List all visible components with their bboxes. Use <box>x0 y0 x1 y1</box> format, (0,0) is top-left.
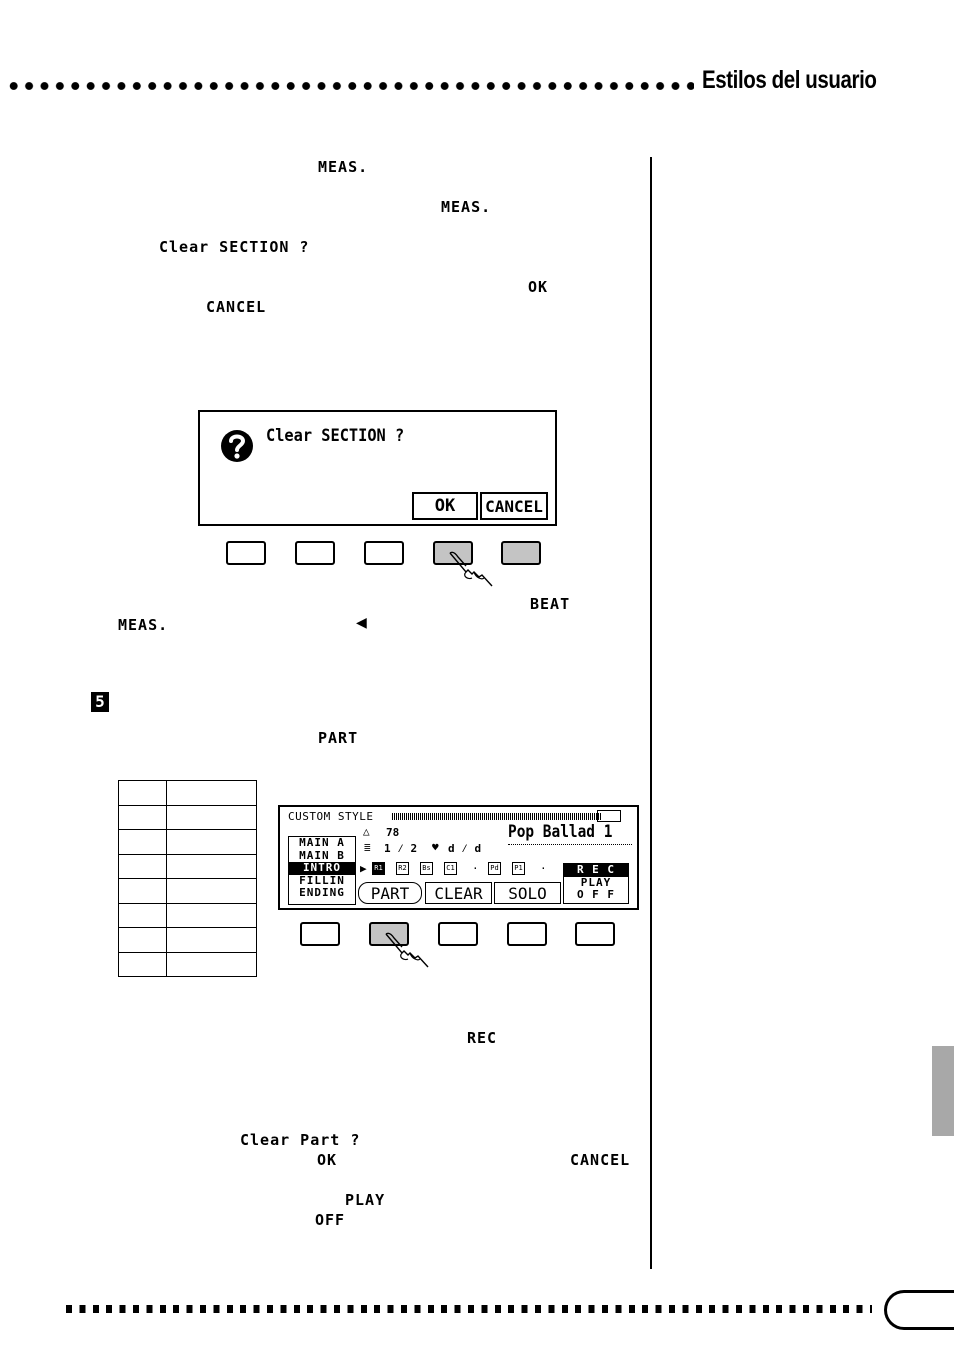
step-number-badge: 5 <box>91 692 109 712</box>
chapter-side-tab <box>932 1046 954 1136</box>
table-row <box>119 928 257 953</box>
keyword-off: OFF <box>315 1211 346 1229</box>
dialog-ok-button[interactable]: OK <box>412 492 478 520</box>
keyword-meas-3: MEAS. <box>118 616 169 634</box>
keyword-ok-1: OK <box>528 278 549 296</box>
table-row <box>119 854 257 879</box>
lcd-off-label: O F F <box>576 888 616 901</box>
table-row <box>119 781 257 806</box>
lcd-button-1[interactable] <box>300 922 340 946</box>
part-bs: Bs <box>420 862 433 875</box>
style-name-underline <box>508 844 632 845</box>
pressing-hand-icon-2 <box>382 931 432 971</box>
metronome-icon: △ <box>363 825 370 838</box>
lcd-tab-solo[interactable]: SOLO <box>494 882 561 904</box>
lcd-play-label: PLAY <box>580 875 612 889</box>
display-button-1[interactable] <box>226 541 266 565</box>
keyword-part: PART <box>318 729 359 747</box>
header-dot-rule <box>6 81 694 91</box>
lcd-rec-label: R E C <box>564 864 628 877</box>
dialog-message: Clear SECTION ? <box>266 426 405 446</box>
page-number-tab <box>884 1290 954 1330</box>
section-main-a: MAIN A <box>299 836 345 849</box>
lcd-measure: 1 ⁄ 2 <box>384 842 418 855</box>
lcd-header-shading <box>392 813 602 820</box>
keyword-clear-section: Clear SECTION ? <box>159 238 310 256</box>
table-row <box>119 879 257 904</box>
part-pd: Pd <box>488 862 501 875</box>
part-table <box>118 780 257 977</box>
keyword-cancel-1: CANCEL <box>206 298 267 316</box>
lcd-section-list <box>288 836 356 905</box>
part-r2: R2 <box>396 862 409 875</box>
part-separator-2: · <box>540 862 547 875</box>
part-c1: C1 <box>444 862 457 875</box>
section-intro-active: INTRO <box>289 862 355 875</box>
left-arrow-icon: ◀ <box>356 615 367 631</box>
keyword-ok-2: OK <box>317 1151 338 1169</box>
heart-icon: ♥ <box>432 841 439 854</box>
lcd-header: CUSTOM STYLE <box>288 810 374 823</box>
column-divider <box>650 157 652 1269</box>
lcd-rec-play-off[interactable] <box>563 863 629 904</box>
table-row <box>119 903 257 928</box>
part-separator: · <box>472 862 479 875</box>
lcd-beat: d ⁄ d <box>448 842 482 855</box>
display-button-3[interactable] <box>364 541 404 565</box>
keyword-meas-1: MEAS. <box>318 158 369 176</box>
part-pointer-icon: ▶ <box>360 862 367 875</box>
section-ending: ENDING <box>299 886 345 899</box>
lcd-tab-part[interactable]: PART <box>358 882 422 904</box>
section-main-b: MAIN B <box>299 848 345 862</box>
lcd-tab-clear[interactable]: CLEAR <box>425 882 492 904</box>
lcd-style-name: Pop Ballad 1 <box>508 822 613 842</box>
keyword-rec: REC <box>467 1029 498 1047</box>
footer-dash-rule <box>66 1305 872 1313</box>
question-icon <box>220 428 254 464</box>
clear-section-dialog <box>198 410 557 526</box>
table-row <box>119 830 257 855</box>
lcd-button-4[interactable] <box>507 922 547 946</box>
keyword-meas-2: MEAS. <box>441 198 492 216</box>
section-fillin: FILLIN <box>299 873 345 887</box>
part-p1: P1 <box>512 862 525 875</box>
keyword-cancel-2: CANCEL <box>570 1151 631 1169</box>
display-button-2[interactable] <box>295 541 335 565</box>
battery-icon <box>597 810 621 822</box>
table-row <box>119 952 257 977</box>
custom-style-lcd <box>278 805 639 910</box>
display-button-5[interactable] <box>501 541 541 565</box>
keyword-beat: BEAT <box>530 595 571 613</box>
keyword-play: PLAY <box>345 1191 386 1209</box>
pressing-hand-icon <box>446 550 496 590</box>
table-row <box>119 805 257 830</box>
lcd-button-3[interactable] <box>438 922 478 946</box>
part-r1: R1 <box>372 862 385 875</box>
measure-icon: ≣ <box>364 841 371 854</box>
dialog-cancel-button[interactable]: CANCEL <box>480 492 548 520</box>
keyword-clear-part: Clear Part ? <box>240 1131 361 1149</box>
lcd-button-5[interactable] <box>575 922 615 946</box>
lcd-tempo: 78 <box>386 826 400 839</box>
section-title: Estilos del usuario <box>702 66 877 94</box>
